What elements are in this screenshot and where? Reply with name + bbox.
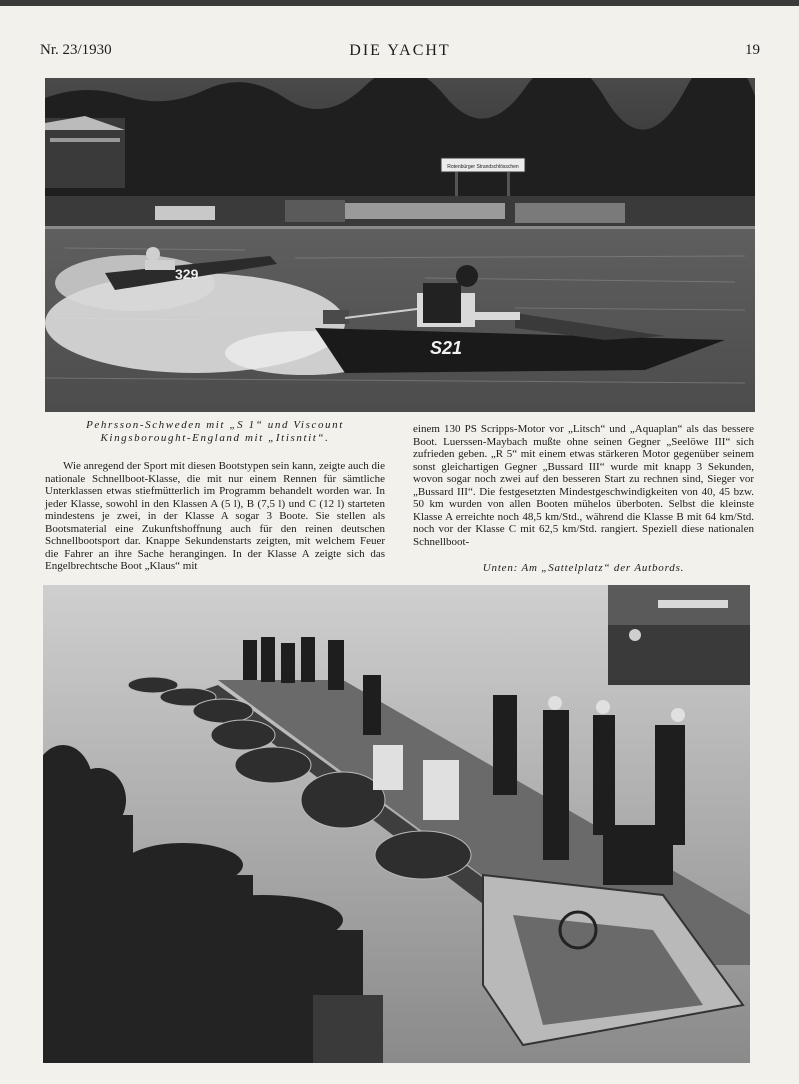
- caption-bottom-photo: Unten: Am „Sattelplatz“ der Autbords.: [482, 562, 685, 574]
- photo-racing-boats: [45, 78, 755, 412]
- issue-number: Nr. 23/1930: [40, 42, 112, 58]
- article-column-left: Wie anregend der Sport mit diesen Bootstypen sein kann, zeigte auch die nationale Schnellboot-Klasse, die mit nur einem Rennen für sämtliche Unterklassen etwas stiefmütterlich im Programm behandelt worden war. In jeder Klasse, sowohl in den Klassen A (5 l), B (7,5 l) und C (12 l) starteten mindestens je zwei, in der Klasse A sogar 3 Boote. Sie stellen als Bootsmaterial eine Zukunftshoffnung auch für den reinen deutschen Schnellbootsport dar. Knappe Sekundenstarts zeigten, mit welchem Feuer die Fahrer an ihre Sache herangingen. In der Klasse A zeigte sich das Engelbrechtsche Boot „Klaus“ mit: [45, 460, 385, 572]
- page-number: 19: [745, 42, 760, 58]
- shore-sign-text: Rotenbürger Strandschlösschen: [447, 164, 519, 170]
- article-column-right: einem 130 PS Scripps-Motor vor „Litsch“ und „Aquaplan“ als das bessere Boot. Luerssen-Maybach mußte ohne seinen Gegner „Seelöwe III“ sich zufrieden geben. „R 5“ mit einem etwas stärkeren Motor gegenüber seinem sonst gleichartigen Gegner „Bussard III“ wurde mit knapp 3 Sekunden, wovon sogar noch zwei auf den besseren Start zu rechnen sind, Sieger vor „Bussard III“. Die festgesetzten Mindestgeschwindigkeiten von 40, 45 bzw. 50 km wurden von allen Booten mühelos überboten. Selbst die kleinste Klasse A erreichte noch 48,5 km/Std., während die Klasse B mit 64 km/Std. noch vor der Klasse C mit 62,5 km/Std. rangiert. Speziell diese nationalen Schnellboot-: [413, 423, 754, 548]
- boat-number-s21: S21: [430, 338, 463, 358]
- photo-outboard-pier: [43, 585, 750, 1063]
- page-header: [40, 42, 760, 64]
- page-edge: [0, 0, 799, 6]
- boat-number-329: 329: [175, 266, 199, 282]
- magazine-title: DIE YACHT: [349, 42, 451, 59]
- caption-top-photo: Pehrsson-Schweden mit „S 1“ und Viscount Kingsborought-England mit „Itisntit“.: [86, 419, 344, 444]
